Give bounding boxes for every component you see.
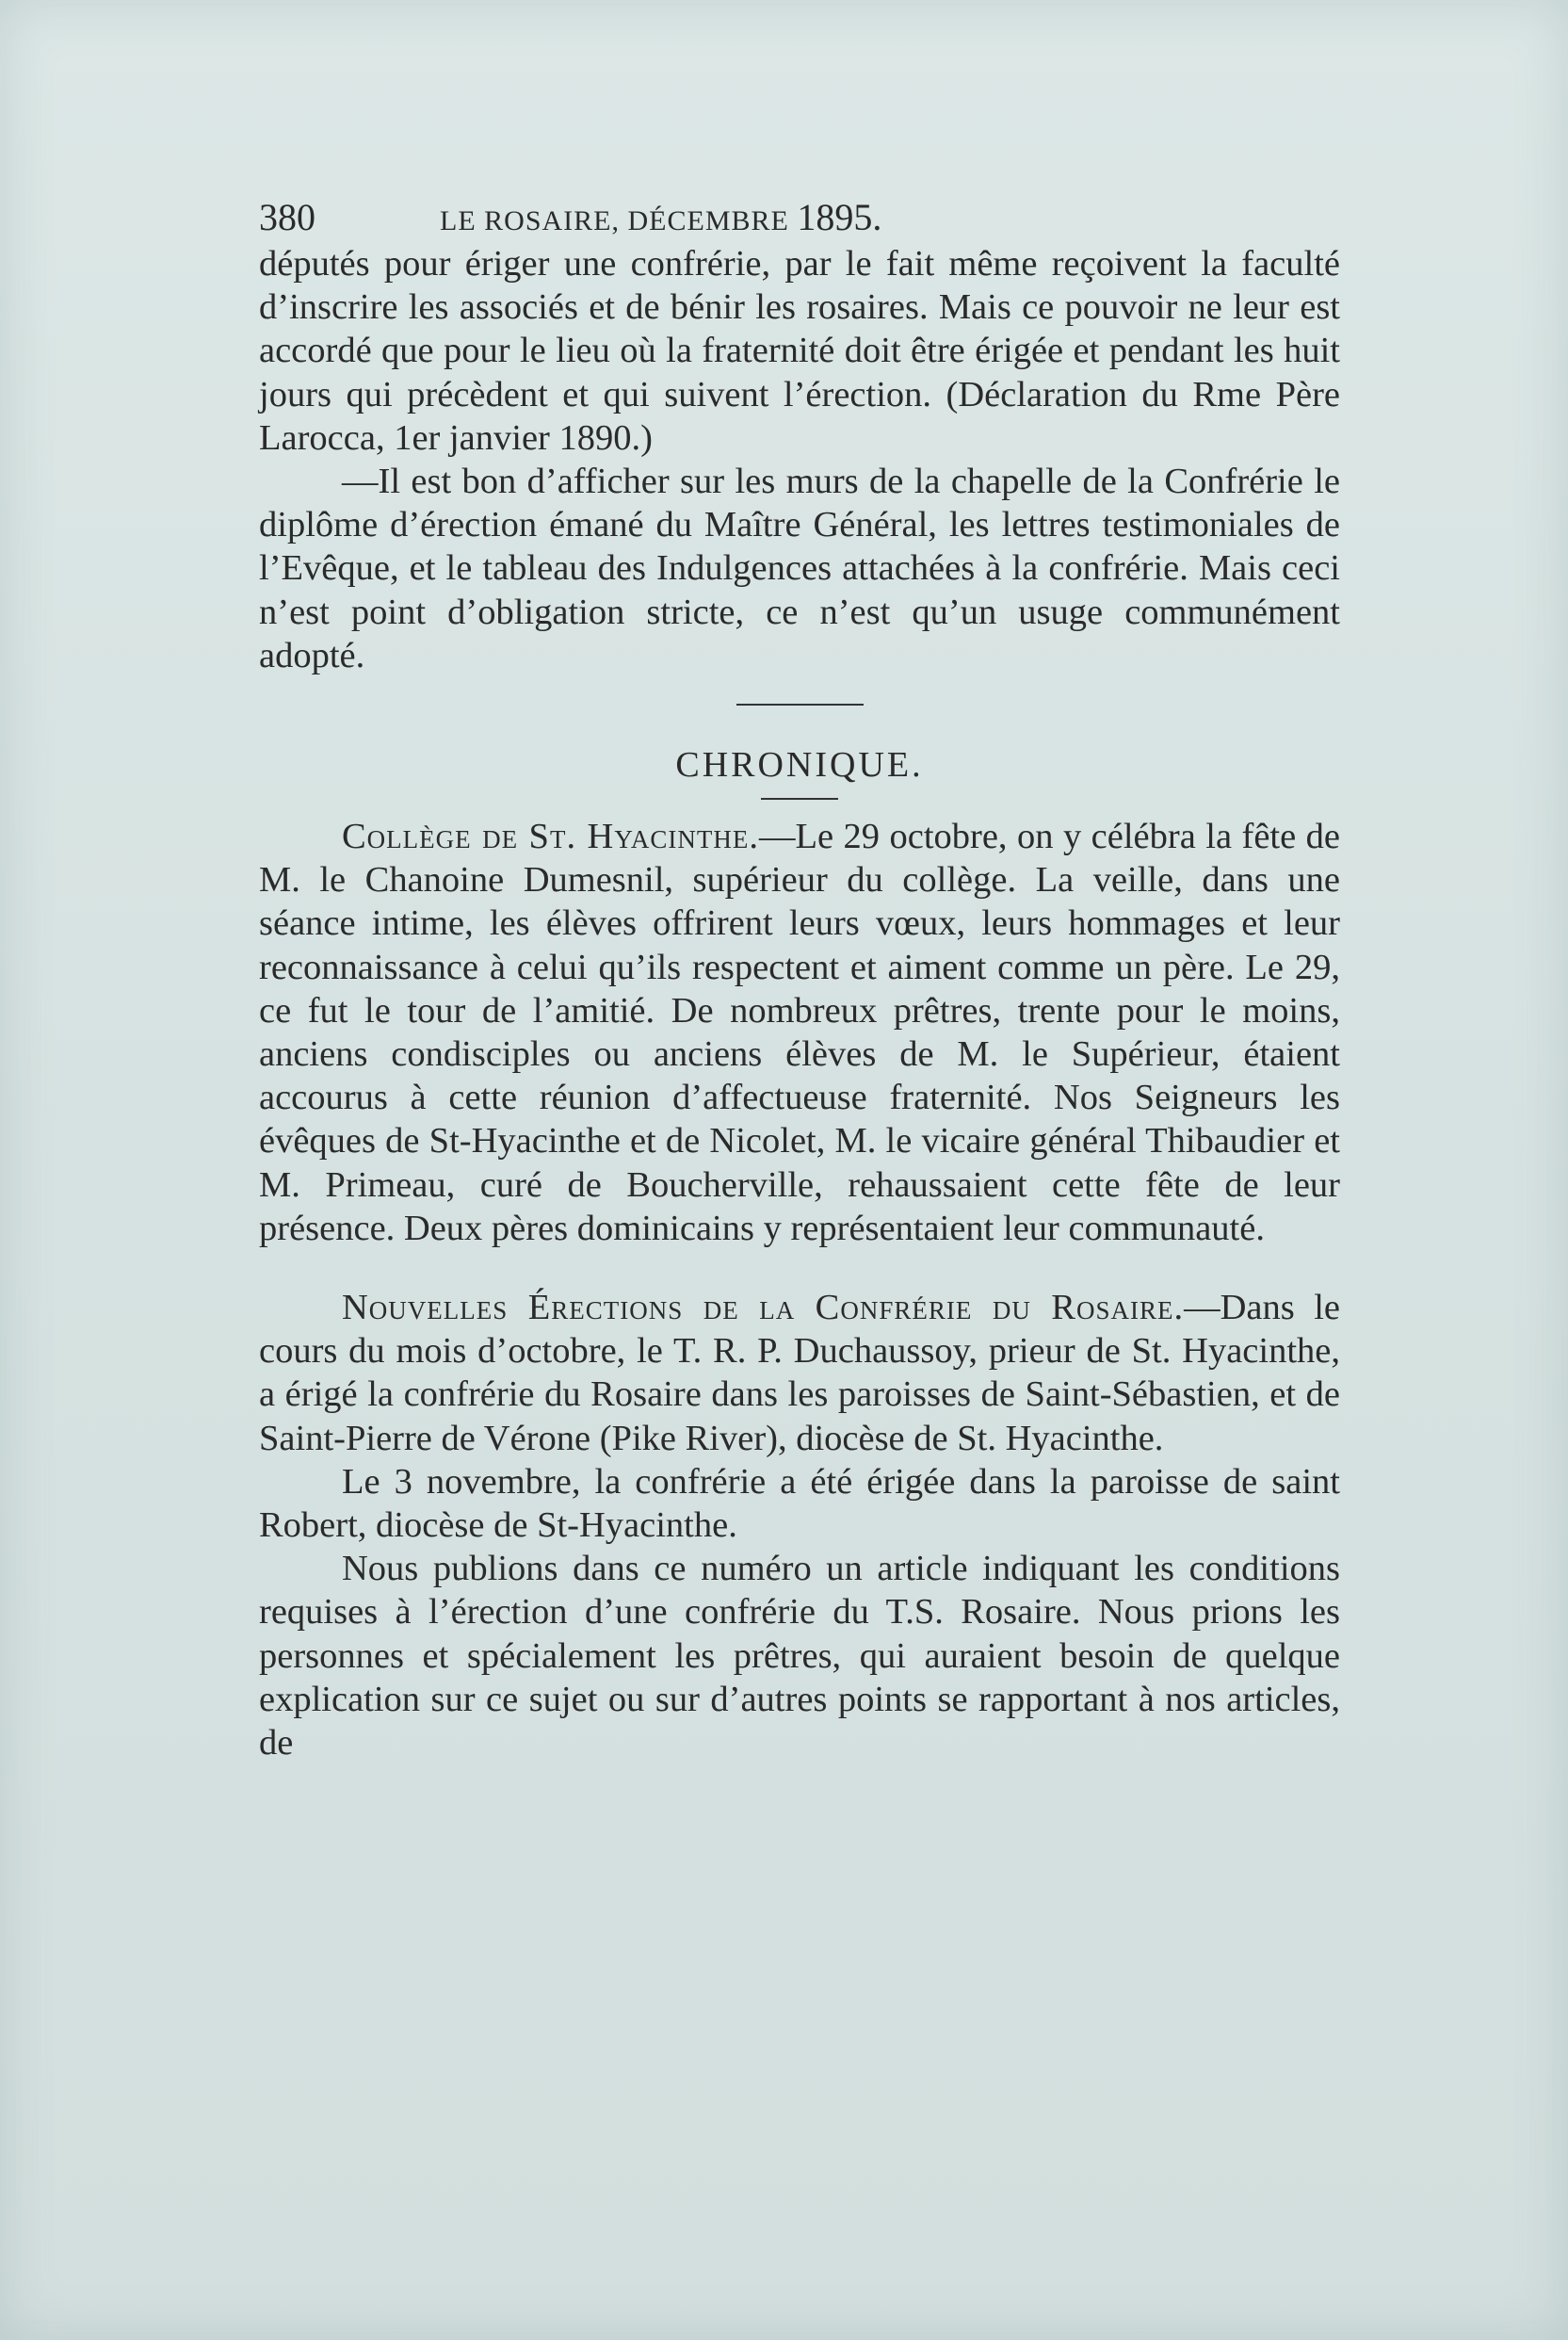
erections-heading: Nouvelles Érections de la Confrérie du Rosaire. xyxy=(342,1288,1185,1328)
intro-paragraph-2: —Il est bon d’afficher sur les murs de la chapelle de la Confrérie le diplôme d’érection émané du Maître Général, les lettres testimoniales de l’Evêque, et le tableau des Indulgences attachées à la confrérie. Mais ceci n’est point d’obligation stricte, ce n’est qu’un usuge communément adopté. xyxy=(259,462,1340,675)
erections-paragraph-3: Nous publions dans ce numéro un article indiquant les conditions requises à l’érection d’une confrérie du T.S. Rosaire. Nous prions les personnes et spécialement les prêtres, qui auraient besoin de quelque explication sur ce sujet ou sur d’autres points se rapportant à nos articles, de xyxy=(259,1549,1340,1763)
intro-paragraph-1: députés pour ériger une confrérie, par le fait même reçoivent la faculté d’inscrire les associés et de bénir les rosaires. Mais ce pouvoir ne leur est accordé que pour le lieu où la fraternité doit être érigée et pendant les huit jours qui précèdent et qui suivent l’érection. (Déclaration du Rme Père Larocca, 1er janvier 1890.) xyxy=(259,244,1340,458)
erections-paragraph xyxy=(259,1286,1340,1460)
section-title: CHRONIQUE. xyxy=(675,745,924,786)
running-head xyxy=(440,193,881,246)
erections-paragraph-2: Le 3 novembre, la confrérie a été érigée dans la paroisse de saint Robert, diocèse de St-Hyacinthe. xyxy=(259,1461,1340,1546)
running-head-year: 1895. xyxy=(797,196,882,238)
college-paragraph xyxy=(259,815,1340,1250)
section-divider-bottom xyxy=(761,798,838,800)
page-number: 380 xyxy=(259,196,315,238)
text-column xyxy=(259,193,1340,1764)
section-divider-top xyxy=(736,704,864,706)
college-text: —Le 29 octobre, on y célébra la fête de M. le Chanoine Dumesnil, supérieur du collège. La veille, dans une séance intime, les élèves offrirent leurs vœux, leurs hommages et leur reconnaissance à celui qu’ils respectent et aiment comme un père. Le 29, ce fut le tour de l’amitié. De nombreux prêtres, trente pour le moins, anciens condisciples ou anciens élèves de M. le Supérieur, étaient accourus à cette réunion d’affectueuse fraternité. Nos Seigneurs les évêques de St-Hyacinthe et de Nicolet, M. le vicaire général Thibaudier et M. Primeau, curé de Boucherville, rehaussaient cette fête de leur présence. Deux pères dominicains y représentaient leur communauté. xyxy=(259,817,1340,1248)
page-header xyxy=(259,193,1340,242)
running-head-title: LE ROSAIRE, DÉCEMBRE xyxy=(440,205,789,236)
erections-text: —Dans le cours du mois d’octobre, le T. R. P. Duchaussoy, prieur de St. Hyacinthe, a érigé la confrérie du Rosaire dans les paroisses de Saint-Sébastien, et de Saint-Pierre de Vérone (Pike River), diocèse de St. Hyacinthe. xyxy=(259,1288,1340,1458)
college-heading: Collège de St. Hyacinthe. xyxy=(342,817,759,857)
